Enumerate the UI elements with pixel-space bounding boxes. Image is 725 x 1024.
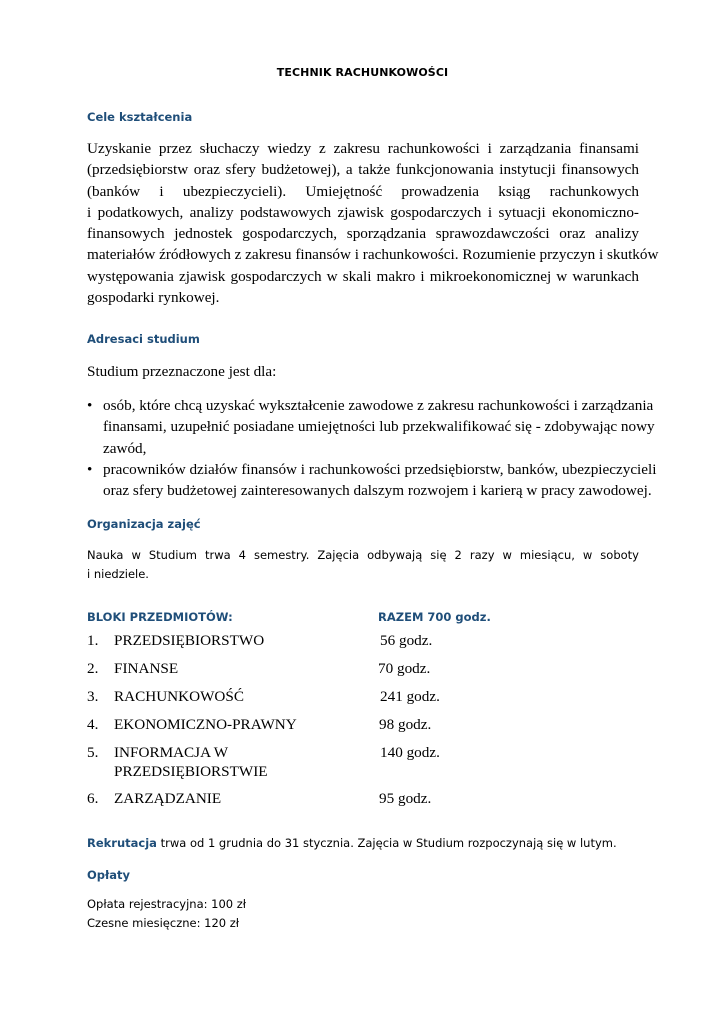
cele-line: (banków i ubezpieczycieli). Umiejętność prowadzenia ksiąg rachunkowych: [87, 182, 639, 200]
cele-line: gospodarki rynkowej.: [87, 289, 220, 307]
block-hours: 241 godz.: [380, 688, 440, 705]
organizacja-paragraph: [87, 546, 639, 584]
cele-line: finansowych jednostek gospodarczych, sporządzania sprawozdawczości oraz analizy: [87, 225, 639, 243]
block-name: ZARZĄDZANIE: [114, 790, 222, 807]
document-title: TECHNIK RACHUNKOWOŚCI: [276, 66, 449, 79]
bullet-line: zawód,: [103, 439, 147, 457]
section-heading-adresaci: Adresaci studium: [87, 332, 200, 346]
oplaty-list: [87, 895, 246, 933]
block-hours: 95 godz.: [379, 790, 432, 807]
section-heading-organizacja: Organizacja zajęć: [87, 517, 201, 531]
block-number: 5.: [87, 744, 99, 761]
block-number: 3.: [87, 688, 99, 705]
block-number: 2.: [87, 660, 99, 677]
cele-line: występowania zjawisk gospodarczych w skali makro i mikroekonomicznej w warunkach: [87, 267, 639, 285]
cele-line: i podatkowych, analizy podstawowych zjawisk gospodarczych i sytuacji ekonomiczno-: [87, 203, 639, 221]
oplaty-line: Opłata rejestracyjna: 100 zł: [87, 897, 247, 911]
blocks-heading: BLOKI PRZEDMIOTÓW:: [87, 610, 233, 624]
block-number: 6.: [87, 790, 99, 807]
section-heading-oplaty: Opłaty: [87, 868, 131, 882]
block-name-line: INFORMACJA W: [114, 744, 229, 761]
block-number: 1.: [87, 632, 99, 649]
bullet-line: oraz sfery budżetowej zainteresowanych dalszym rozwojem i karierą w pracy zawodowej.: [103, 482, 652, 500]
list-item: [87, 395, 655, 459]
bullet-icon: •: [87, 397, 93, 414]
block-hours: 140 godz.: [380, 744, 440, 761]
block-name: RACHUNKOWOŚĆ: [114, 688, 244, 705]
rekrutacja-text: trwa od 1 grudnia do 31 stycznia. Zajęcia w Studium rozpoczynają się w lutym.: [156, 836, 617, 850]
rekrutacja-paragraph: [87, 834, 617, 853]
cele-line: materiałów źródłowych z zakresu finansów i rachunkowości. Rozumienie przyczyn i skutków: [87, 246, 659, 264]
block-name-line: PRZEDSIĘBIORSTWIE: [114, 763, 268, 780]
cele-line: (przedsiębiorstw oraz sfery budżetowej), a także funkcjonowania instytucji finansowych: [87, 161, 639, 179]
block-hours: 98 godz.: [379, 716, 432, 733]
bullet-line: pracowników działów finansów i rachunkowości przedsiębiorstw, banków, ubezpieczycieli: [103, 460, 657, 478]
organizacja-line: i niedziele.: [87, 567, 149, 581]
block-hours: 70 godz.: [378, 660, 431, 677]
section-heading-cele: Cele kształcenia: [87, 110, 193, 124]
adresaci-list: [87, 395, 657, 501]
oplaty-line: Czesne miesięczne: 120 zł: [87, 916, 240, 930]
block-number: 4.: [87, 716, 99, 733]
cele-paragraph: [87, 138, 659, 308]
adresaci-intro: Studium przeznaczone jest dla:: [87, 363, 277, 380]
block-name: [114, 743, 334, 781]
cele-line: Uzyskanie przez słuchaczy wiedzy z zakresu rachunkowości i zarządzania finansami: [87, 140, 639, 157]
bullet-icon: •: [87, 460, 93, 478]
list-item: [87, 459, 657, 502]
bullet-line: osób, które chcą uzyskać wykształcenie zawodowe z zakresu rachunkowości i zarządzania: [103, 397, 654, 414]
rekrutacja-label: Rekrutacja: [87, 836, 157, 850]
bullet-line: finansami, uzupełnić posiadane umiejętności lub przekwalifikować się - zdobywając nowy: [103, 418, 655, 436]
block-name: EKONOMICZNO-PRAWNY: [114, 716, 297, 733]
block-hours: 56 godz.: [380, 632, 433, 649]
blocks-total: RAZEM 700 godz.: [378, 610, 491, 624]
block-name: FINANSE: [114, 660, 179, 677]
organizacja-line: Nauka w Studium trwa 4 semestry. Zajęcia odbywają się 2 razy w miesiącu, w soboty: [87, 548, 639, 562]
block-name: PRZEDSIĘBIORSTWO: [114, 632, 265, 649]
